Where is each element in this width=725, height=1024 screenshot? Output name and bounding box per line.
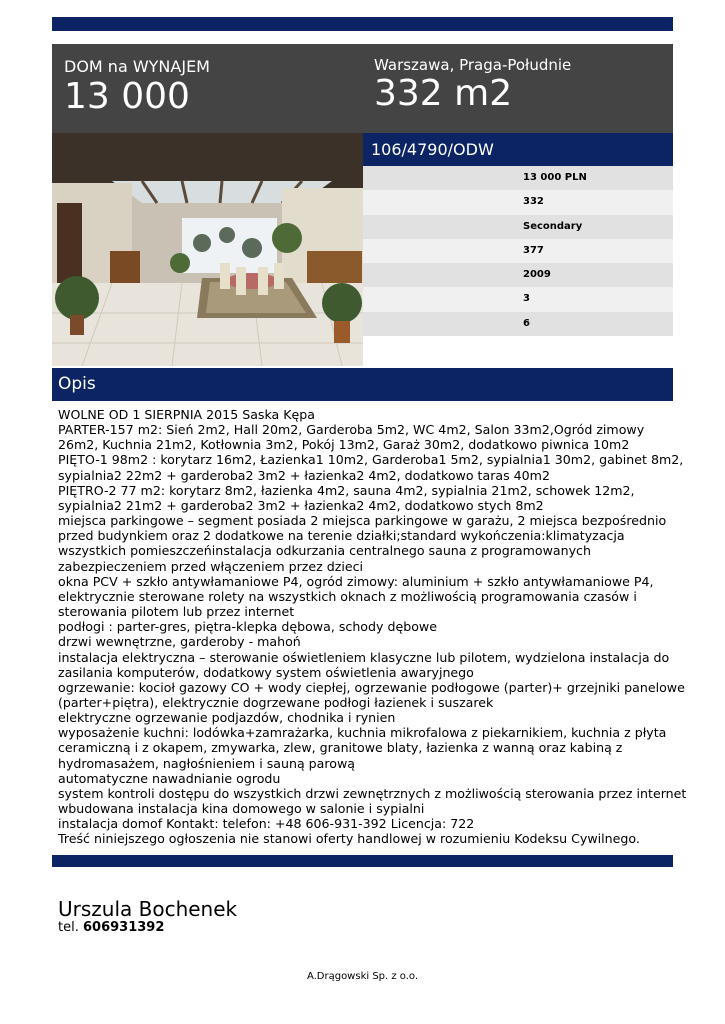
detail-price: 13 000 PLN	[363, 166, 673, 190]
description-text	[58, 407, 687, 847]
description-line: elektryczne ogrzewanie podjazdów, chodnika i rynien	[58, 710, 396, 726]
company-footer: A.Drągowski Sp. z o.o.	[306, 971, 419, 982]
top-accent-bar	[52, 17, 673, 31]
description-line: PIĘTO-1 98m2 : korytarz 16m2, Łazienka1 10m2, Garderoba1 5m2, sypialnia1 30m2, gabinet 8m2,	[58, 452, 684, 468]
description-line: WOLNE OD 1 SIERPNIA 2015 Saska Kępa	[58, 407, 315, 422]
description-line: instalacja elektryczna – sterowanie oświetleniem klasyczne lub pilotem, wydzielona instalacja do	[58, 649, 670, 665]
description-line: (parter+piętra), elektrycznie dogrzewane podłogi łazienek i suszarek	[58, 694, 494, 710]
phone-number[interactable]: 606931392	[82, 920, 165, 935]
description-line: PIĘTRO-2 77 m2: korytarz 8m2, łazienka 4m2, sauna 4m2, sypialnia 21m2, schowek 12m2,	[58, 482, 635, 498]
bottom-accent-bar	[52, 855, 673, 867]
listing-location: Warszawa, Praga-Południe	[374, 56, 572, 74]
description-line: instalacja domof Kontakt: telefon: +48 606-931-392 Licencja: 722	[58, 816, 475, 832]
description-line: ceramiczną i z okapem, zmywarka, zlew, granitowe blaty, łazienka z wanną oraz kabiną z	[58, 740, 623, 756]
description-header: Opis	[52, 368, 673, 401]
detail-floors: 3	[363, 287, 673, 311]
description-line: wbudowana instalacja kina domowego w salonie i sypialni	[58, 801, 425, 817]
listing-type: DOM na WYNAJEM	[64, 57, 210, 76]
detail-year-built: 2009	[363, 263, 673, 287]
listing-reference: 106/4790/ODW	[363, 133, 673, 166]
description-line: sypialnia2 21m2 + garderoba2 3m2 + łazienka2 4m2, dodatkowo stych 8m2	[58, 497, 544, 513]
description-line: wszystkich pomieszczeńinstalacja odkurzania centralnego sauna z programowanych	[58, 543, 591, 559]
description-line: elektrycznie sterowane rolety na wszystkich oknach z możliwością programowania czasów i	[58, 588, 637, 604]
description-line: podłogi : parter-gres, piętra-klepka dębowa, schody dębowe	[58, 619, 437, 635]
details-table	[363, 166, 673, 336]
listing-area: 332 m2	[374, 73, 513, 114]
listing-price: 13 000	[64, 76, 190, 117]
phone-label: tel.	[58, 920, 83, 935]
description-line: ogrzewanie: kocioł gazowy CO + wody ciepłej, ogrzewanie podłogowe (parter)+ grzejniki panelowe	[58, 679, 685, 695]
description-line: wyposażenie kuchni: lodówka+zamrażarka, kuchnia mikrofalowa z piekarnikiem, kuchnia z płyta	[58, 725, 667, 741]
detail-market: Secondary	[363, 215, 673, 239]
agent-phone	[58, 920, 164, 935]
description-line: sterowania pilotem lub przez internet	[58, 604, 295, 620]
description-line: PARTER-157 m2: Sień 2m2, Hall 20m2, Garderoba 5m2, WC 4m2, Salon 33m2,Ogród zimowy	[58, 422, 645, 438]
detail-plot-area: 377	[363, 239, 673, 263]
description-line: zasilania komputerów, dodatkowy system oświetlenia awaryjnego	[58, 664, 474, 680]
description-line: zabezpieczeniem przed włączeniem przez dzieci	[58, 558, 364, 574]
description-line: 26m2, Kuchnia 21m2, Kotłownia 3m2, Pokój 13m2, Garaż 30m2, dodatkowo piwnica 10m2	[58, 437, 630, 453]
detail-rooms: 6	[363, 312, 673, 336]
description-line: drzwi wewnętrzne, garderoby - mahoń	[58, 634, 301, 650]
description-line: sypialnia2 22m2 + garderoba2 3m2 + łazienka2 4m2, dodatkowo taras 40m2	[58, 467, 550, 483]
description-line: miejsca parkingowe – segment posiada 2 miejsca parkingowe w garażu, 2 miejsca bezpośrednio	[58, 513, 667, 529]
description-line: okna PCV + szkło antywłamaniowe P4, ogród zimowy: aluminium + szkło antywłamaniowe P4,	[58, 573, 654, 589]
agent-name: Urszula Bochenek	[58, 897, 238, 921]
interior-photo	[52, 133, 363, 366]
description-line: Treść niniejszego ogłoszenia nie stanowi oferty handlowej w rozumieniu Kodeksu Cywilnego.	[58, 831, 640, 847]
detail-area: 332	[363, 190, 673, 214]
listing-header	[52, 44, 673, 133]
description-line: automatyczne nawadnianie ogrodu	[58, 770, 281, 786]
description-line: przed budynkiem oraz 2 dodatkowe na terenie działki;standard wykończenia:klimatyzacja	[58, 528, 625, 544]
description-line: system kontroli dostępu do wszystkich drzwi zewnętrznych z możliwością sterowania przez internet	[58, 785, 687, 801]
description-line: hydromasażem, nagłośnieniem i sauną parową	[58, 755, 355, 771]
